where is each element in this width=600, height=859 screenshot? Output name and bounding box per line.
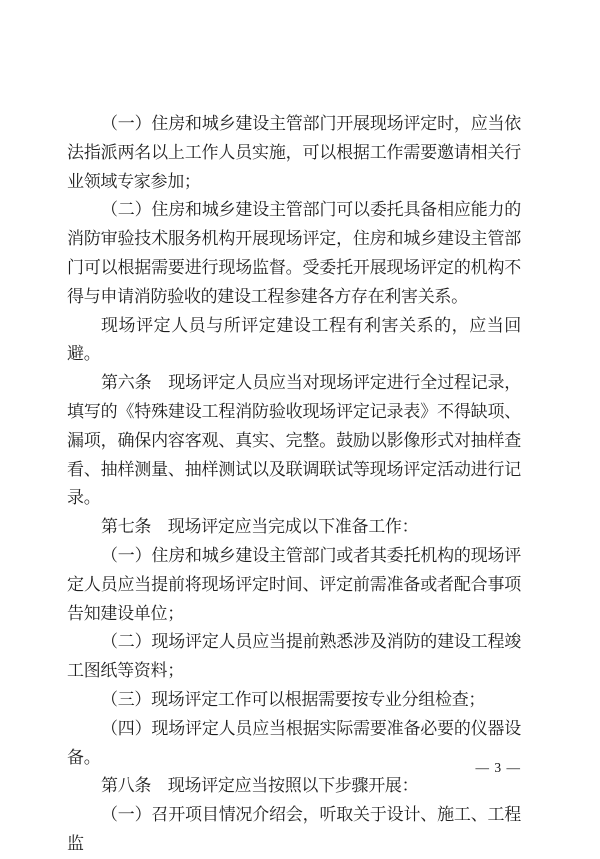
paragraph-article-6: 第六条 现场评定人员应当对现场评定进行全过程记录，填写的《特殊建设工程消防验收现场评定记录表》不得缺项、漏项，确保内容客观、真实、完整。鼓励以影像形式对抽样查看、抽样测量、抽样测试以及联调联试等现场评定活动进行记录。 [67,373,521,508]
paragraph-item-6: （三）现场评定工作可以根据需要按专业分组检查； [101,689,486,709]
paragraph-item-2: （二）住房和城乡建设主管部门可以委托具备相应能力的消防审验技术服务机构开展现场评定，住房和城乡建设主管部门可以根据需要进行现场监督。受委托开展现场评定的机构不得与申请消防验收的建设工程参建各方存在利害关系。 [67,200,521,306]
page-number: — 3 — [475,760,521,775]
page-footer [67,760,521,776]
paragraph-item-3: 现场评定人员与所评定建设工程有利害关系的，应当回避。 [67,315,521,364]
paragraph-item-1: （一）住房和城乡建设主管部门开展现场评定时，应当依法指派两名以上工作人员实施，可以根据工作需要邀请相关行业领域专家参加； [67,114,521,191]
paragraph-item-5: （二）现场评定人员应当提前熟悉涉及消防的建设工程竣工图纸等资料； [67,632,521,681]
paragraph-item-8: （一）召开项目情况介绍会，听取关于设计、施工、工程监 [67,805,521,853]
paragraph-article-7: 第七条 现场评定应当完成以下准备工作： [101,517,419,537]
paragraph-item-7: （四）现场评定人员应当根据实际需要准备必要的仪器设备。 [67,718,521,767]
document-body [67,110,521,859]
paragraph-item-4: （一）住房和城乡建设主管部门或者其委托机构的现场评定人员应当提前将现场评定时间、评定前需准备或者配合事项告知建设单位； [67,545,521,623]
paragraph-article-8: 第八条 现场评定应当按照以下步骤开展： [101,776,419,796]
